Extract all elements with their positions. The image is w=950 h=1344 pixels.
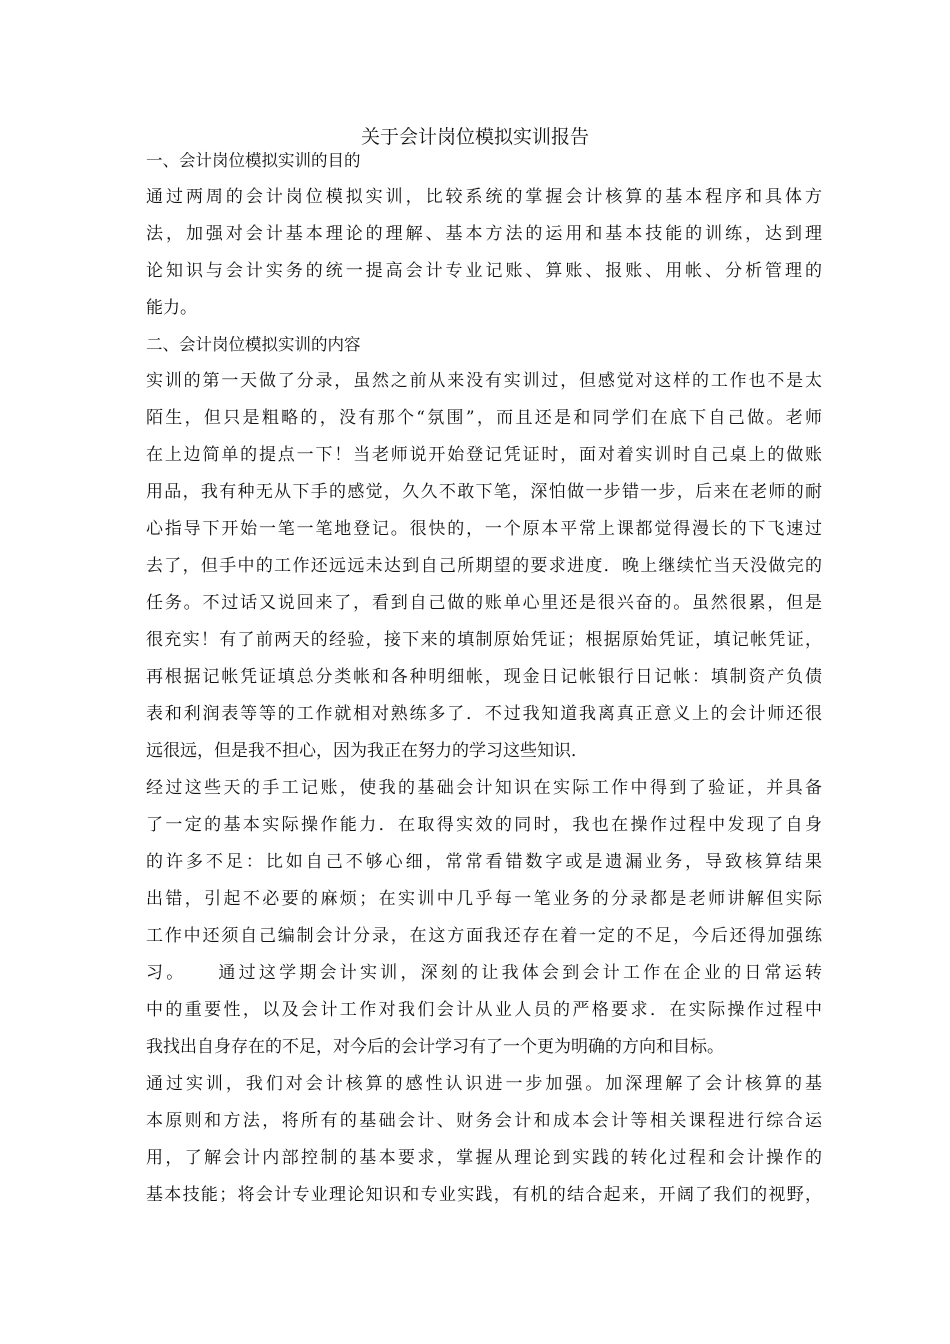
paragraph-line: 出错，引起不必要的麻烦；在实训中几乎每一笔业务的分录都是老师讲解但实际 (146, 889, 822, 909)
paragraph-line: 去了，但手中的工作还远远未达到自己所期望的要求进度．晚上继续忙当天没做完的 (146, 556, 822, 576)
paragraph-line: 了一定的基本实际操作能力．在取得实效的同时，我也在操作过程中发现了自身 (146, 815, 822, 835)
paragraph-line: 远很远，但是我不担心，因为我正在努力的学习这些知识． (146, 741, 588, 761)
paragraph-line: 习。 通过这学期会计实训，深刻的让我体会到会计工作在企业的日常运转 (146, 963, 822, 983)
paragraph-line: 能力。 (146, 298, 197, 318)
paragraph-line: 本原则和方法，将所有的基础会计、财务会计和成本会计等相关课程进行综合运 (146, 1111, 822, 1131)
paragraph-line: 很充实！有了前两天的经验，接下来的填制原始凭证；根据原始凭证，填记帐凭证， (146, 630, 822, 650)
paragraph-line: 表和利润表等等的工作就相对熟练多了．不过我知道我离真正意义上的会计师还很 (146, 704, 822, 724)
paragraph-line: 工作中还须自己编制会计分录，在这方面我还存在着一定的不足，今后还得加强练 (146, 926, 822, 946)
paragraph-line: 用品，我有种无从下手的感觉，久久不敢下笔，深怕做一步错一步，后来在老师的耐 (146, 482, 822, 502)
paragraph-line: 心指导下开始一笔一笔地登记。很快的，一个原本平常上课都觉得漫长的下飞速过 (146, 519, 822, 539)
paragraph-line: 经过这些天的手工记账，使我的基础会计知识在实际工作中得到了验证，并具备 (146, 778, 822, 798)
paragraph-line: 法，加强对会计基本理论的理解、基本方法的运用和基本技能的训练，达到理 (146, 224, 822, 244)
paragraph-line: 陌生，但只是粗略的，没有那个“氛围”，而且还是和同学们在底下自己做。老师 (146, 408, 822, 428)
paragraph-line: 中的重要性，以及会计工作对我们会计从业人员的严格要求．在实际操作过程中 (146, 1000, 822, 1020)
paragraph-line: 在上边简单的提点一下！当老师说开始登记凭证时，面对着实训时自己桌上的做账 (146, 445, 822, 465)
paragraph-line: 实训的第一天做了分录，虽然之前从来没有实训过，但感觉对这样的工作也不是太 (146, 371, 822, 391)
paragraph-line: 通过实训，我们对会计核算的感性认识进一步加强。加深理解了会计核算的基 (146, 1074, 822, 1094)
paragraph-line: 用，了解会计内部控制的基本要求，掌握从理论到实践的转化过程和会计操作的 (146, 1148, 822, 1168)
section-heading-content: 二、会计岗位模拟实训的内容 (146, 335, 361, 354)
paragraph-line: 再根据记帐凭证填总分类帐和各种明细帐，现金日记帐银行日记帐：填制资产负债 (146, 667, 822, 687)
paragraph-line: 的许多不足：比如自己不够心细，常常看错数字或是遗漏业务，导致核算结果 (146, 852, 822, 872)
paragraph-line: 我找出自身存在的不足，对今后的会计学习有了一个更为明确的方向和目标。 (146, 1037, 724, 1057)
paragraph-line: 通过两周的会计岗位模拟实训，比较系统的掌握会计核算的基本程序和具体方 (146, 187, 822, 207)
paragraph-line: 论知识与会计实务的统一提高会计专业记账、算账、报账、用帐、分析管理的 (146, 261, 822, 281)
paragraph-line: 基本技能；将会计专业理论知识和专业实践，有机的结合起来，开阔了我们的视野， (146, 1185, 822, 1205)
section-heading-purpose: 一、会计岗位模拟实训的目的 (146, 151, 361, 170)
paragraph-line: 任务。不过话又说回来了，看到自己做的账单心里还是很兴奋的。虽然很累，但是 (146, 593, 822, 613)
document-title: 关于会计岗位模拟实训报告 (360, 126, 589, 148)
